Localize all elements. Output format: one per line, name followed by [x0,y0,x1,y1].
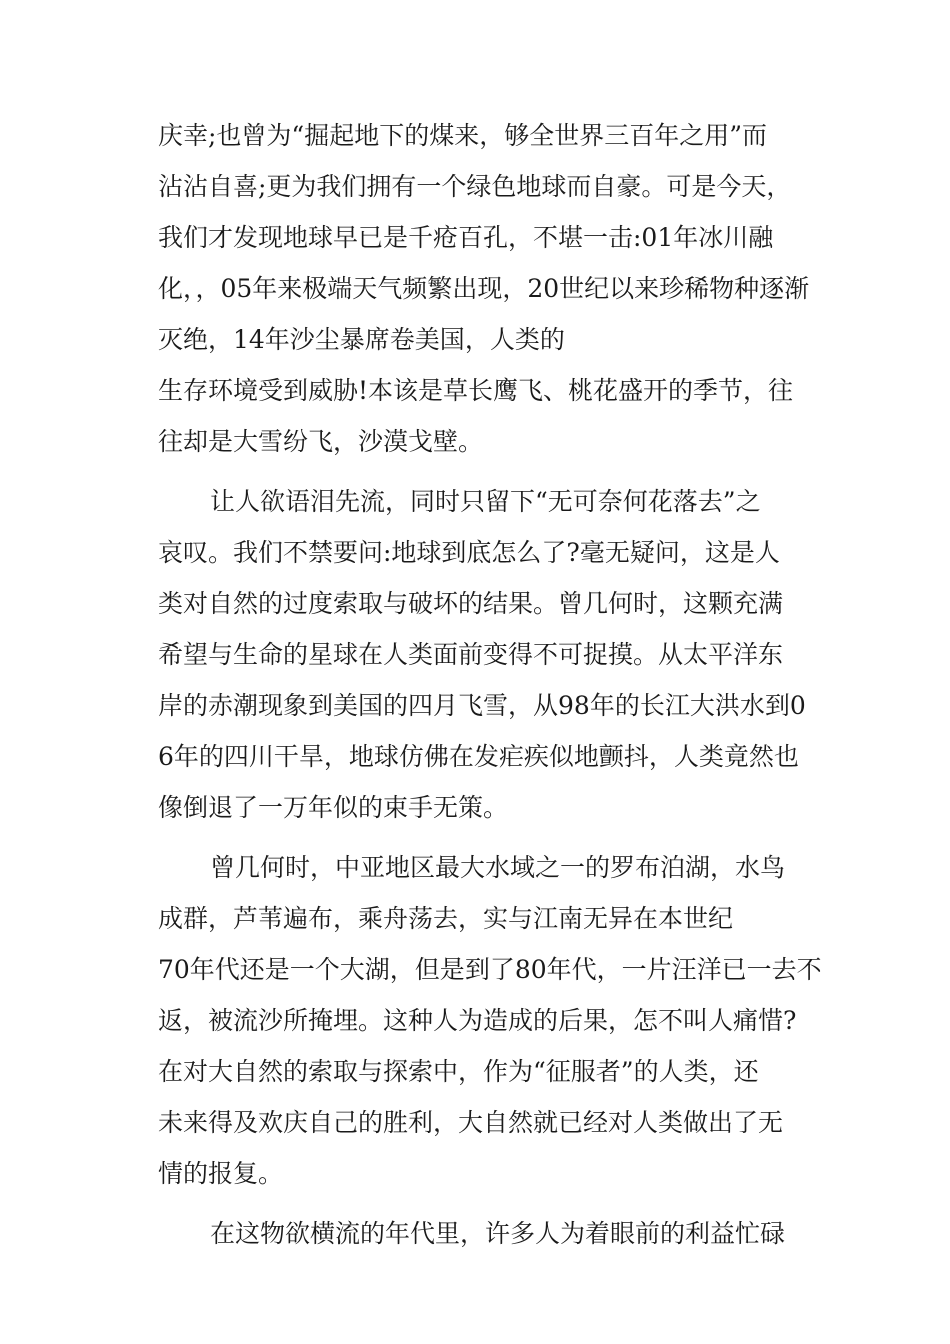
paragraph-1-line-3: 我们才发现地球早已是千疮百孔，不堪一击:01年冰川融 [158,223,774,252]
paragraph-2-line-5: 岸的赤潮现象到美国的四月飞雪，从98年的长江大洪水到0 [158,691,806,720]
paragraph-2-line-7: 像倒退了一万年似的束手无策。 [158,793,509,822]
paragraph-2-line-2: 哀叹。我们不禁要问:地球到底怎么了?毫无疑问，这是人 [158,538,780,567]
paragraph-2-line-3: 类对自然的过度索取与破坏的结果。曾几何时，这颗充满 [158,589,784,618]
paragraph-1-line-5: 灭绝，14年沙尘暴席卷美国，人类的 [158,325,565,354]
paragraph-1-line-2: 沾沾自喜;更为我们拥有一个绿色地球而自豪。可是今天， [158,172,792,201]
paragraph-3-line-5: 在对大自然的索取与探索中，作为“征服者”的人类，还 [158,1057,759,1086]
paragraph-1-line-6: 生存环境受到威胁!本该是草长鹰飞、桃花盛开的季节，往 [158,376,794,405]
paragraph-4-line-1: 在这物欲横流的年代里，许多人为着眼前的利益忙碌 [210,1219,786,1248]
body-text [158,110,822,1259]
paragraph-3-line-3: 70年代还是一个大湖，但是到了80年代，一片汪洋已一去不 [158,955,822,984]
paragraph-2-line-1: 让人欲语泪先流，同时只留下“无可奈何花落去”之 [210,487,761,516]
paragraph-1-line-7: 往却是大雪纷飞，沙漠戈壁。 [158,427,484,456]
paragraph-2-line-4: 希望与生命的星球在人类面前变得不可捉摸。从太平洋东 [158,640,784,669]
paragraph-spacer [158,1199,818,1208]
paragraph-1-line-4: 化，，05年来极端天气频繁出现，20世纪以来珍稀物种逐渐 [158,274,810,303]
paragraph-3-line-2: 成群，芦苇遍布，乘舟荡去，实与江南无异在本世纪 [158,904,734,933]
paragraph-3-line-7: 情的报复。 [158,1159,284,1188]
paragraph-spacer [158,467,818,476]
paragraph-3-line-6: 未来得及欢庆自己的胜利，大自然就已经对人类做出了无 [158,1108,784,1137]
paragraph-spacer [158,833,818,842]
paragraph-3-line-1: 曾几何时，中亚地区最大水域之一的罗布泊湖，水鸟 [210,853,786,882]
paragraph-3-line-4: 返，被流沙所掩埋。这种人为造成的后果，怎不叫人痛惜? [158,1006,797,1035]
paragraph-2-line-6: 6年的四川干旱，地球仿佛在发疟疾似地颤抖，人类竟然也 [158,742,799,771]
paragraph-1-line-1: 庆幸;也曾为“掘起地下的煤来，够全世界三百年之用”而 [158,121,767,150]
